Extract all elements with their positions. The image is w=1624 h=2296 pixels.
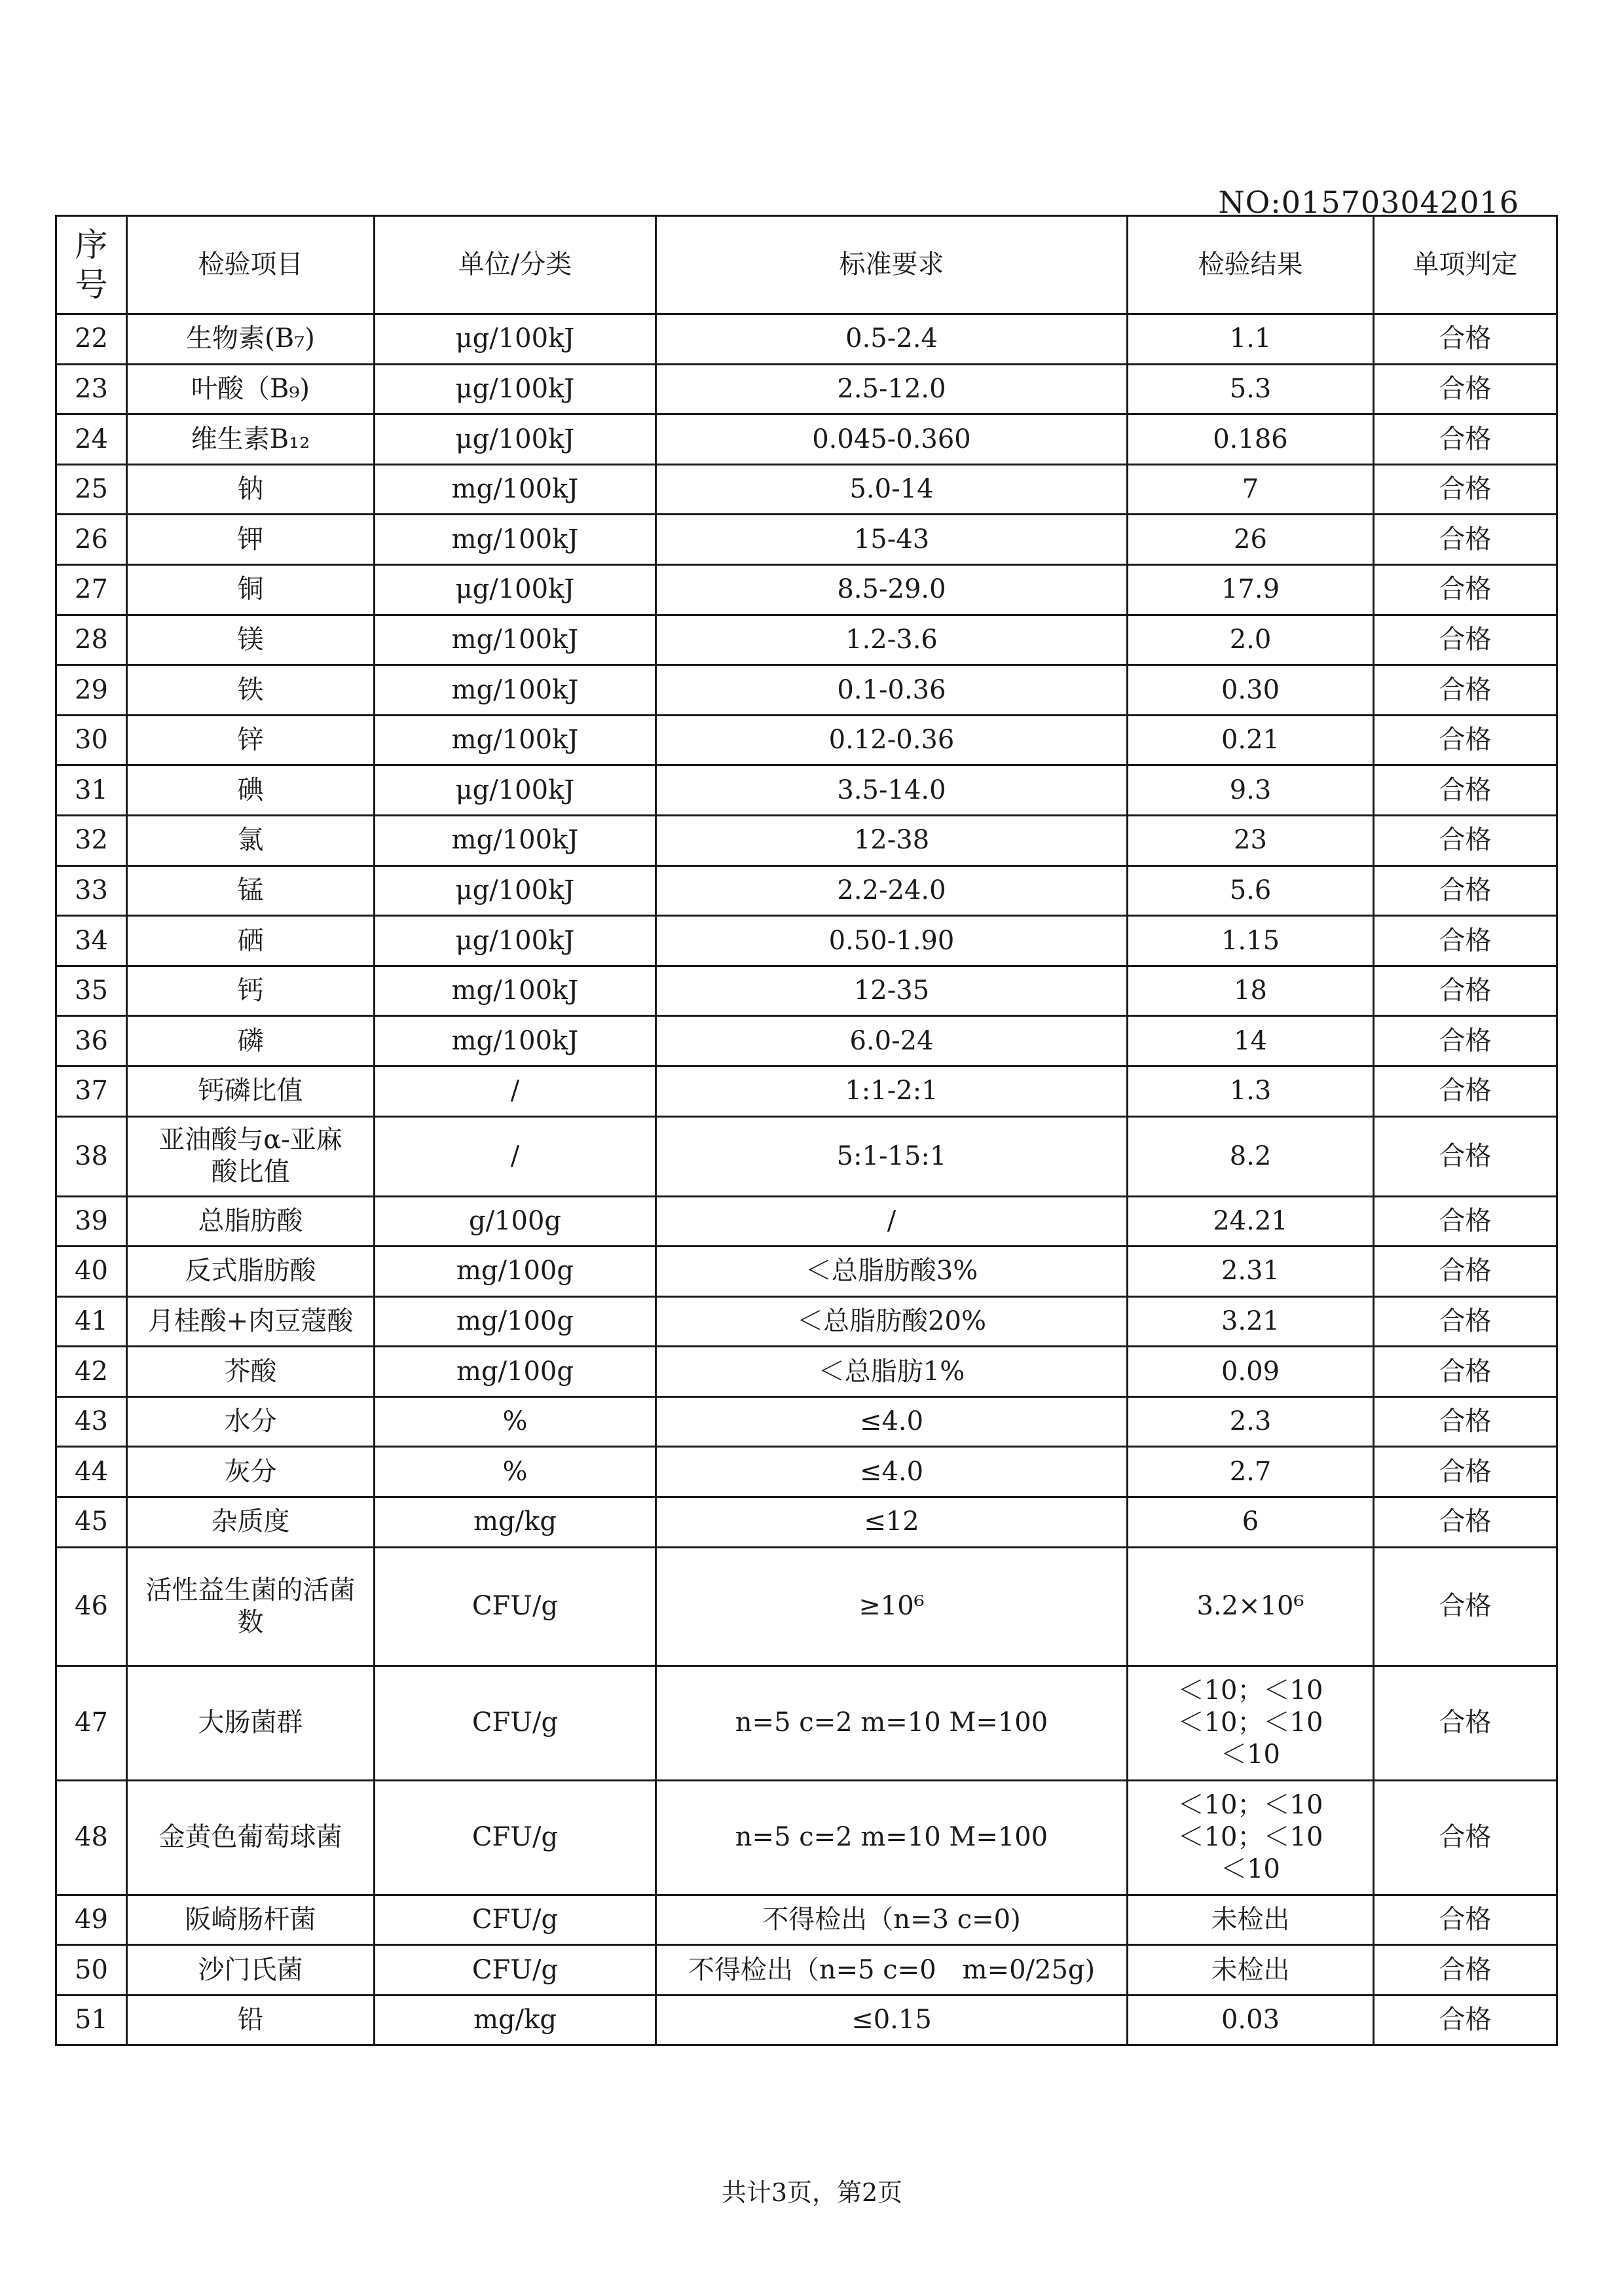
cell-unit: mg/100kJ [375, 665, 656, 716]
cell-result: 未检出 [1128, 1945, 1374, 1995]
cell-result: 2.7 [1128, 1447, 1374, 1497]
cell-result: 未检出 [1128, 1895, 1374, 1945]
cell-verdict: 合格 [1374, 1296, 1557, 1347]
cell-standard: 不得检出（n=5 c=0 m=0/25g) [656, 1945, 1128, 1995]
cell-standard: ＜总脂肪1% [656, 1347, 1128, 1397]
cell-standard: 5.0-14 [656, 464, 1128, 515]
cell-result: 9.3 [1128, 765, 1374, 816]
cell-item: 反式脂肪酸 [127, 1247, 375, 1297]
cell-item: 生物素(B₇) [127, 314, 375, 365]
cell-result: 0.21 [1128, 715, 1374, 765]
cell-seq: 39 [56, 1196, 127, 1247]
cell-item: 磷 [127, 1016, 375, 1066]
cell-unit: CFU/g [375, 1547, 656, 1666]
cell-seq: 30 [56, 715, 127, 765]
cell-seq: 40 [56, 1247, 127, 1297]
table-row [56, 1016, 1557, 1066]
table-row [56, 1296, 1557, 1347]
cell-verdict: 合格 [1374, 1666, 1557, 1780]
page-footer: 共计3页，第2页 [721, 2178, 903, 2207]
cell-result: 2.3 [1128, 1396, 1374, 1447]
cell-unit: μg/100kJ [375, 564, 656, 615]
cell-unit: mg/100kJ [375, 515, 656, 565]
cell-unit: μg/100kJ [375, 916, 656, 966]
cell-item: 活性益生菌的活菌 数 [127, 1547, 375, 1666]
table-header-row [56, 216, 1557, 314]
header-verdict: 单项判定 [1374, 216, 1557, 314]
table-row [56, 966, 1557, 1016]
cell-verdict: 合格 [1374, 866, 1557, 916]
cell-verdict: 合格 [1374, 1396, 1557, 1447]
cell-result: 0.30 [1128, 665, 1374, 716]
cell-result: 8.2 [1128, 1116, 1374, 1196]
table-row [56, 1497, 1557, 1548]
cell-standard: ≥10⁶ [656, 1547, 1128, 1666]
cell-seq: 33 [56, 866, 127, 916]
cell-seq: 35 [56, 966, 127, 1016]
cell-result: 6 [1128, 1497, 1374, 1548]
cell-unit: mg/100kJ [375, 615, 656, 665]
cell-item: 沙门氏菌 [127, 1945, 375, 1995]
cell-seq: 41 [56, 1296, 127, 1347]
cell-item: 镁 [127, 615, 375, 665]
cell-result: 3.2×10⁶ [1128, 1547, 1374, 1666]
table-row [56, 1547, 1557, 1666]
cell-result: 24.21 [1128, 1196, 1374, 1247]
cell-item: 维生素B₁₂ [127, 414, 375, 465]
cell-item: 月桂酸+肉豆蔻酸 [127, 1296, 375, 1347]
cell-item: 钾 [127, 515, 375, 565]
cell-unit: CFU/g [375, 1666, 656, 1780]
cell-verdict: 合格 [1374, 966, 1557, 1016]
cell-seq: 45 [56, 1497, 127, 1548]
cell-verdict: 合格 [1374, 1347, 1557, 1397]
table-row [56, 1945, 1557, 1995]
cell-unit: g/100g [375, 1196, 656, 1247]
table-row [56, 464, 1557, 515]
cell-unit: CFU/g [375, 1895, 656, 1945]
cell-unit: / [375, 1066, 656, 1116]
cell-standard: / [656, 1196, 1128, 1247]
table-row [56, 1196, 1557, 1247]
cell-item: 铁 [127, 665, 375, 716]
cell-seq: 50 [56, 1945, 127, 1995]
cell-verdict: 合格 [1374, 1196, 1557, 1247]
cell-verdict: 合格 [1374, 1066, 1557, 1116]
cell-item: 灰分 [127, 1447, 375, 1497]
cell-verdict: 合格 [1374, 464, 1557, 515]
cell-verdict: 合格 [1374, 1116, 1557, 1196]
cell-verdict: 合格 [1374, 815, 1557, 866]
cell-unit: mg/100g [375, 1296, 656, 1347]
cell-standard: 0.1-0.36 [656, 665, 1128, 716]
cell-unit: mg/100kJ [375, 1016, 656, 1066]
header-seq: 序号 [56, 216, 127, 314]
cell-verdict: 合格 [1374, 615, 1557, 665]
cell-seq: 43 [56, 1396, 127, 1447]
table-row [56, 1347, 1557, 1397]
cell-item: 水分 [127, 1396, 375, 1447]
cell-standard: 2.5-12.0 [656, 364, 1128, 414]
cell-standard: 15-43 [656, 515, 1128, 565]
cell-result: ＜10；＜10 ＜10；＜10 ＜10 [1128, 1780, 1374, 1895]
cell-seq: 44 [56, 1447, 127, 1497]
cell-result: 5.6 [1128, 866, 1374, 916]
cell-unit: μg/100kJ [375, 765, 656, 816]
cell-standard: ＜总脂肪酸20% [656, 1296, 1128, 1347]
cell-result: 5.3 [1128, 364, 1374, 414]
table-row [56, 1247, 1557, 1297]
cell-unit: CFU/g [375, 1945, 656, 1995]
cell-seq: 24 [56, 414, 127, 465]
cell-result: 2.0 [1128, 615, 1374, 665]
cell-verdict: 合格 [1374, 364, 1557, 414]
cell-item: 钙磷比值 [127, 1066, 375, 1116]
cell-result: 18 [1128, 966, 1374, 1016]
cell-unit: mg/100g [375, 1347, 656, 1397]
cell-item: 金黄色葡萄球菌 [127, 1780, 375, 1895]
cell-unit: mg/100g [375, 1247, 656, 1297]
cell-item: 叶酸（B₉) [127, 364, 375, 414]
cell-unit: μg/100kJ [375, 866, 656, 916]
cell-standard: 2.2-24.0 [656, 866, 1128, 916]
table-row [56, 665, 1557, 716]
cell-standard: 不得检出（n=3 c=0) [656, 1895, 1128, 1945]
cell-standard: 0.5-2.4 [656, 314, 1128, 365]
cell-verdict: 合格 [1374, 916, 1557, 966]
cell-result: 17.9 [1128, 564, 1374, 615]
cell-seq: 34 [56, 916, 127, 966]
cell-item: 氯 [127, 815, 375, 866]
cell-verdict: 合格 [1374, 564, 1557, 615]
cell-unit: mg/kg [375, 1995, 656, 2045]
cell-item: 铅 [127, 1995, 375, 2045]
cell-standard: 0.045-0.360 [656, 414, 1128, 465]
table-row [56, 1396, 1557, 1447]
cell-verdict: 合格 [1374, 715, 1557, 765]
cell-verdict: 合格 [1374, 314, 1557, 365]
cell-unit: μg/100kJ [375, 414, 656, 465]
cell-seq: 48 [56, 1780, 127, 1895]
cell-standard: ≤4.0 [656, 1447, 1128, 1497]
cell-item: 杂质度 [127, 1497, 375, 1548]
cell-item: 碘 [127, 765, 375, 816]
cell-seq: 38 [56, 1116, 127, 1196]
cell-verdict: 合格 [1374, 1247, 1557, 1297]
cell-seq: 28 [56, 615, 127, 665]
table-row [56, 1995, 1557, 2045]
cell-item: 阪崎肠杆菌 [127, 1895, 375, 1945]
cell-result: 2.31 [1128, 1247, 1374, 1297]
cell-verdict: 合格 [1374, 1895, 1557, 1945]
header-unit: 单位/分类 [375, 216, 656, 314]
cell-seq: 37 [56, 1066, 127, 1116]
cell-seq: 26 [56, 515, 127, 565]
header-result: 检验结果 [1128, 216, 1374, 314]
table-row [56, 1895, 1557, 1945]
cell-unit: μg/100kJ [375, 314, 656, 365]
table-row [56, 1666, 1557, 1780]
table-row [56, 815, 1557, 866]
table-row [56, 515, 1557, 565]
cell-verdict: 合格 [1374, 1780, 1557, 1895]
cell-item: 大肠菌群 [127, 1666, 375, 1780]
table-row [56, 765, 1557, 816]
cell-verdict: 合格 [1374, 1995, 1557, 2045]
cell-item: 硒 [127, 916, 375, 966]
cell-seq: 42 [56, 1347, 127, 1397]
table-row [56, 1780, 1557, 1895]
inspection-results-table [55, 215, 1558, 2046]
cell-verdict: 合格 [1374, 515, 1557, 565]
cell-seq: 49 [56, 1895, 127, 1945]
table-row [56, 615, 1557, 665]
cell-seq: 22 [56, 314, 127, 365]
cell-result: 0.186 [1128, 414, 1374, 465]
cell-seq: 46 [56, 1547, 127, 1666]
cell-standard: ≤0.15 [656, 1995, 1128, 2045]
cell-seq: 51 [56, 1995, 127, 2045]
cell-standard: 0.12-0.36 [656, 715, 1128, 765]
cell-result: 14 [1128, 1016, 1374, 1066]
cell-verdict: 合格 [1374, 1447, 1557, 1497]
cell-item: 锰 [127, 866, 375, 916]
cell-standard: ≤12 [656, 1497, 1128, 1548]
cell-unit: mg/100kJ [375, 966, 656, 1016]
cell-standard: 1:1-2:1 [656, 1066, 1128, 1116]
cell-result: 1.15 [1128, 916, 1374, 966]
cell-unit: μg/100kJ [375, 364, 656, 414]
cell-verdict: 合格 [1374, 414, 1557, 465]
cell-seq: 36 [56, 1016, 127, 1066]
cell-standard: 0.50-1.90 [656, 916, 1128, 966]
cell-unit: mg/kg [375, 1497, 656, 1548]
cell-standard: 6.0-24 [656, 1016, 1128, 1066]
cell-standard: ＜总脂肪酸3% [656, 1247, 1128, 1297]
cell-verdict: 合格 [1374, 1497, 1557, 1548]
cell-unit: / [375, 1116, 656, 1196]
cell-unit: mg/100kJ [375, 715, 656, 765]
cell-verdict: 合格 [1374, 1547, 1557, 1666]
cell-standard: ≤4.0 [656, 1396, 1128, 1447]
cell-item: 亚油酸与α-亚麻 酸比值 [127, 1116, 375, 1196]
cell-seq: 27 [56, 564, 127, 615]
cell-result: ＜10；＜10 ＜10；＜10 ＜10 [1128, 1666, 1374, 1780]
table-body [56, 314, 1557, 2045]
table-row [56, 1066, 1557, 1116]
cell-result: 0.09 [1128, 1347, 1374, 1397]
cell-seq: 47 [56, 1666, 127, 1780]
cell-standard: 1.2-3.6 [656, 615, 1128, 665]
cell-verdict: 合格 [1374, 665, 1557, 716]
cell-unit: % [375, 1396, 656, 1447]
cell-standard: n=5 c=2 m=10 M=100 [656, 1666, 1128, 1780]
table-row [56, 1447, 1557, 1497]
cell-result: 3.21 [1128, 1296, 1374, 1347]
cell-result: 23 [1128, 815, 1374, 866]
cell-result: 0.03 [1128, 1995, 1374, 2045]
cell-standard: 3.5-14.0 [656, 765, 1128, 816]
cell-verdict: 合格 [1374, 1016, 1557, 1066]
cell-seq: 31 [56, 765, 127, 816]
cell-standard: 5:1-15:1 [656, 1116, 1128, 1196]
table-row [56, 314, 1557, 365]
cell-item: 锌 [127, 715, 375, 765]
table-row [56, 414, 1557, 465]
cell-verdict: 合格 [1374, 765, 1557, 816]
cell-result: 1.3 [1128, 1066, 1374, 1116]
cell-unit: mg/100kJ [375, 464, 656, 515]
table-row [56, 364, 1557, 414]
table-row [56, 715, 1557, 765]
cell-standard: 8.5-29.0 [656, 564, 1128, 615]
cell-seq: 29 [56, 665, 127, 716]
cell-standard: 12-35 [656, 966, 1128, 1016]
cell-result: 26 [1128, 515, 1374, 565]
table-row [56, 564, 1557, 615]
cell-item: 铜 [127, 564, 375, 615]
report-number: NO:015703042016 [1218, 185, 1519, 220]
cell-seq: 32 [56, 815, 127, 866]
cell-item: 钠 [127, 464, 375, 515]
cell-verdict: 合格 [1374, 1945, 1557, 1995]
cell-unit: mg/100kJ [375, 815, 656, 866]
header-standard: 标准要求 [656, 216, 1128, 314]
cell-result: 1.1 [1128, 314, 1374, 365]
cell-seq: 23 [56, 364, 127, 414]
cell-standard: 12-38 [656, 815, 1128, 866]
cell-seq: 25 [56, 464, 127, 515]
cell-item: 芥酸 [127, 1347, 375, 1397]
cell-item: 总脂肪酸 [127, 1196, 375, 1247]
cell-result: 7 [1128, 464, 1374, 515]
cell-item: 钙 [127, 966, 375, 1016]
cell-standard: n=5 c=2 m=10 M=100 [656, 1780, 1128, 1895]
table-row [56, 1116, 1557, 1196]
table-row [56, 866, 1557, 916]
cell-unit: % [375, 1447, 656, 1497]
header-item: 检验项目 [127, 216, 375, 314]
cell-unit: CFU/g [375, 1780, 656, 1895]
table-row [56, 916, 1557, 966]
